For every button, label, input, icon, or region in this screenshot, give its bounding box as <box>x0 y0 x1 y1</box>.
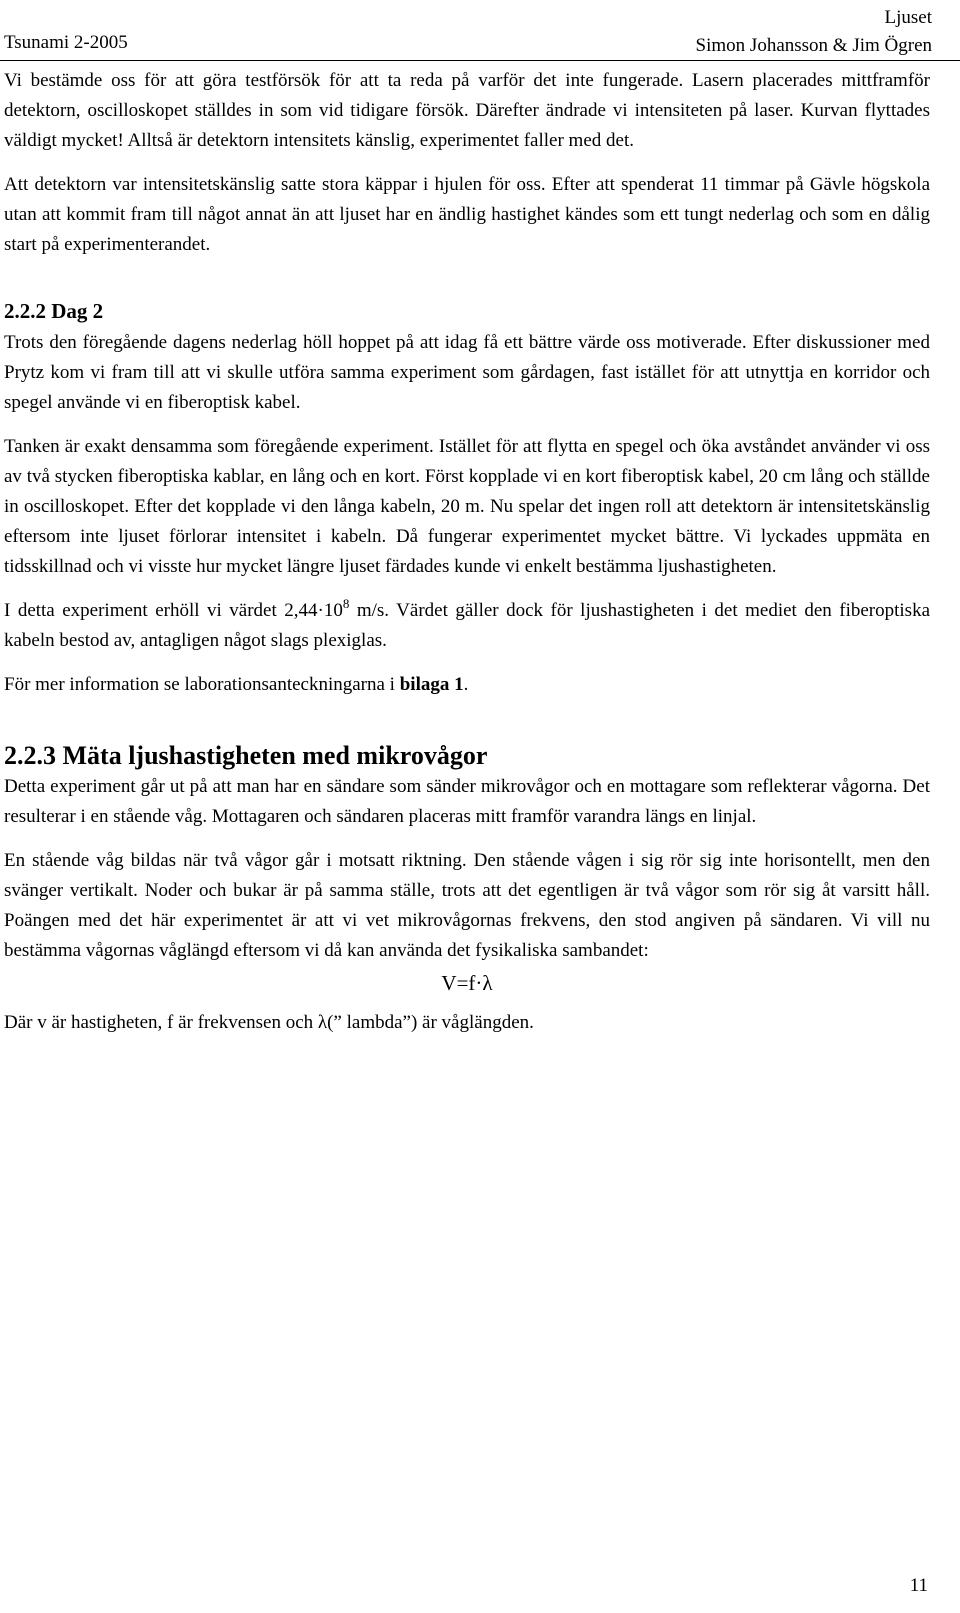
paragraph-6-text-a: För mer information se laborationsanteckningarna i <box>4 674 400 695</box>
page-content <box>4 66 930 1052</box>
paragraph-8: En stående våg bildas när två vågor går i motsatt riktning. Den stående vågen i sig rör sig inte horisontellt, men den svänger vertikalt. Noder och bukar är på samma ställe, trots att det egentligen är två vågor som rör sig åt varsitt håll. Poängen med det här experimentet är att vi vet mikrovågornas frekvens, den stod angiven på sändaren. Vi vill nu bestämma vågornas våglängd eftersom vi då kan använda det fysikaliska sambandet: <box>4 850 930 961</box>
paragraph-5-text-b: m/s. Värdet gäller dock för ljushastigheten i det mediet den fiberoptiska kabeln bestod av, antagligen något slags plexiglas. <box>4 600 930 651</box>
paragraph-3: Trots den föregående dagens nederlag höll hoppet på att idag få ett bättre värde oss motiverade. Efter diskussioner med Prytz kom vi fram till att vi skulle utföra samma experiment som gårdagen, fast istället för att utnyttja en korridor och spegel använde vi en fiberoptisk kabel. <box>4 332 930 413</box>
appendix-reference: bilaga 1 <box>399 674 464 695</box>
page-number: 11 <box>909 1575 928 1596</box>
paragraph-4: Tanken är exakt densamma som föregående experiment. Istället för att flytta en spegel och öka avståndet använder vi oss av två stycken fiberoptiska kablar, en lång och en kort. Först kopplade vi en kort fiberoptisk kabel, 20 cm lång och ställde in oscilloskopet. Efter det kopplade vi den långa kabeln, 20 m. Nu spelar det ingen roll att detektorn är intensitetskänslig eftersom inte ljuset förlorar intensitet i kabeln. Då fungerar experimentet mycket bättre. Vi lyckades uppmäta en tidsskillnad och vi visste hur mycket längre ljuset färdades kunde vi enkelt bestämma ljushastigheten. <box>4 436 930 577</box>
paragraph-2: Att detektorn var intensitetskänslig satte stora käppar i hjulen för oss. Efter att spenderat 11 timmar på Gävle högskola utan att kommit fram till något annat än att ljuset har en ändlig hastighet kändes som ett tungt nederlag och som en dålig start på experimenterandet. <box>4 174 930 255</box>
paragraph-5-text-a: I detta experiment erhöll vi värdet 2,44·10 <box>4 600 343 621</box>
paragraph-9: Där v är hastigheten, f är frekvensen och λ(” lambda”) är våglängden. <box>4 1012 534 1033</box>
paragraph-6 <box>4 670 930 700</box>
section-heading-2-2-3: 2.2.3 Mäta ljushastigheten med mikrovågor <box>4 741 488 770</box>
paragraph-1: Vi bestämde oss för att göra testförsök för att ta reda på varför det inte fungerade. Lasern placerades mittframför detektorn, oscilloskopet ställdes in som vid tidigare försök. Därefter ändrade vi intensiteten på laser. Kurvan flyttades väldigt mycket! Alltså är detektorn intensitets känslig, experimentet faller med det. <box>4 70 930 151</box>
header-left: Tsunami 2-2005 <box>4 32 128 53</box>
paragraph-6-text-b: . <box>463 674 469 695</box>
paragraph-7: Detta experiment går ut på att man har en sändare som sänder mikrovågor och en mottagare som reflekterar vågorna. Det resulterar i en stående våg. Mottagaren och sändaren placeras mitt framför varandra längs en linjal. <box>4 776 930 827</box>
header-authors: Simon Johansson & Jim Ögren <box>695 35 932 56</box>
header-right <box>696 4 932 60</box>
page-header <box>0 0 960 61</box>
header-title: Ljuset <box>884 7 932 28</box>
exponent: 8 <box>342 596 350 611</box>
section-heading-2-2-2: 2.2.2 Dag 2 <box>4 299 104 323</box>
paragraph-5 <box>4 596 930 656</box>
formula: V=f·λ <box>441 971 493 995</box>
